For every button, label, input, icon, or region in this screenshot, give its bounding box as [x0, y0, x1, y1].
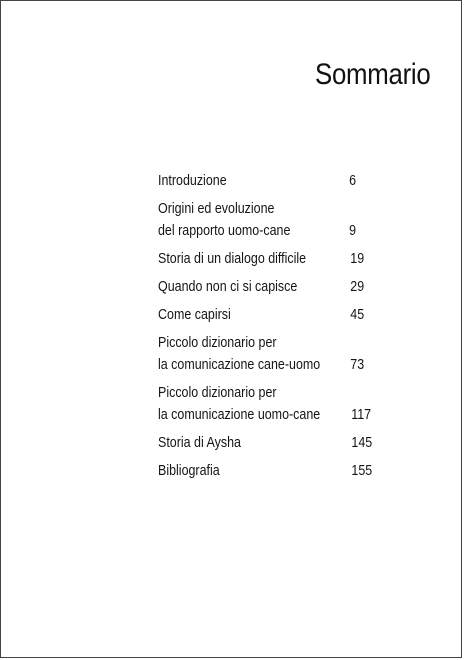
toc-entry-page-number: 145	[351, 435, 373, 451]
toc-entry-dizionario-cane-uomo	[158, 332, 365, 376]
toc-entry-label: Come capirsi	[158, 307, 231, 323]
table-of-contents	[158, 170, 373, 488]
toc-entry-dizionario-uomo-cane	[158, 382, 372, 426]
toc-entry-page-number: 73	[350, 357, 365, 373]
toc-entry-label: Quando non ci si capisce	[158, 279, 298, 295]
toc-entry-label: Storia di Aysha	[158, 435, 241, 451]
toc-entry-quando-non	[158, 276, 365, 298]
toc-entry-label: Piccolo dizionario per la comunicazione cane-uomo	[158, 335, 321, 373]
toc-entry-label: Bibliografia	[158, 463, 220, 479]
toc-entry-page-number: 117	[351, 407, 372, 423]
toc-entry-label: Storia di un dialogo difficile	[158, 251, 307, 267]
toc-entry-label: Piccolo dizionario per la comunicazione uomo-cane	[158, 385, 321, 423]
toc-entry-label: Origini ed evoluzione del rapporto uomo-cane	[158, 201, 291, 239]
toc-entry-page-number: 6	[349, 173, 357, 189]
page-title: Sommario	[315, 58, 431, 91]
toc-entry-bibliografia	[158, 460, 373, 482]
toc-entry-page-number: 9	[349, 223, 357, 239]
toc-entry-storia-dialogo	[158, 248, 365, 270]
toc-entry-page-number: 29	[350, 279, 365, 295]
toc-entry-page-number: 45	[350, 307, 365, 323]
toc-entry-label: Introduzione	[158, 173, 227, 189]
toc-entry-come-capirsi	[158, 304, 365, 326]
toc-entry-page-number: 155	[351, 463, 373, 479]
toc-entry-storia-aysha	[158, 432, 373, 454]
toc-entry-page-number: 19	[350, 251, 365, 267]
toc-entry-introduzione	[158, 170, 356, 192]
toc-entry-origini	[158, 198, 356, 242]
